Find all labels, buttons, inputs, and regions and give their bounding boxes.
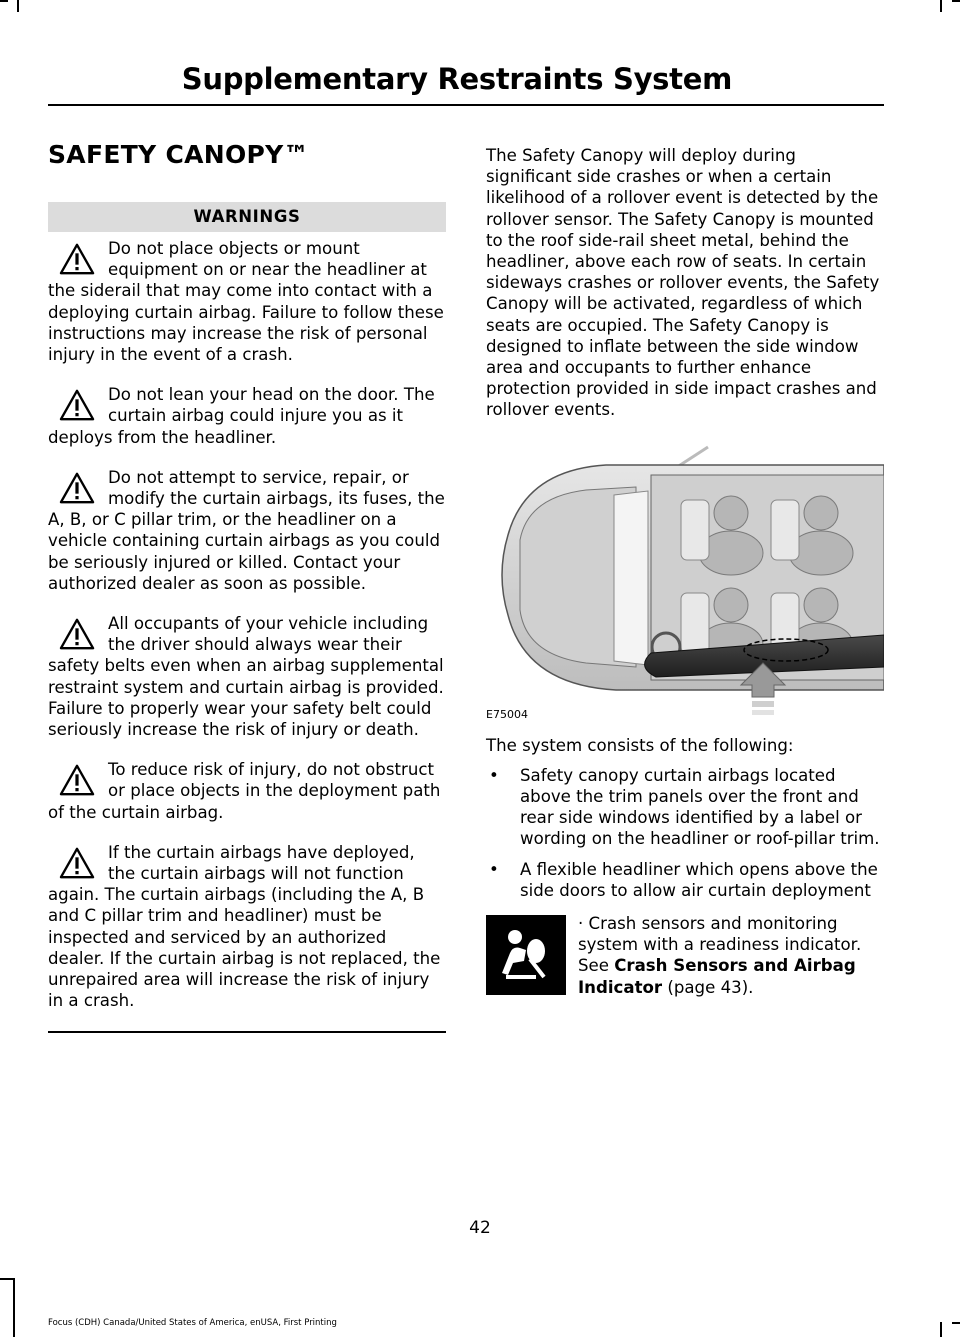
warning-text: All occupants of your vehicle including the driver should always wear their safety belts even when an airbag supplemental restraint system and curtain airbag is provided. Failure to properly wear your safety belt could seriously increase the risk of injury or death.	[48, 614, 444, 740]
warning-item	[48, 613, 446, 740]
warning-triangle-icon	[58, 242, 96, 276]
section-title: SAFETY CANOPY™	[48, 140, 309, 169]
crash-sensor-note	[486, 913, 884, 998]
airbag-indicator-icon	[486, 915, 566, 995]
header-rule	[48, 104, 884, 106]
crash-sensors-link[interactable]: Crash Sensors and Airbag Indicator	[578, 956, 856, 997]
list-item-text: A flexible headliner which opens above the side doors to allow air curtain deployment	[520, 859, 878, 900]
warning-triangle-icon	[58, 388, 96, 422]
footer-text: Focus (CDH) Canada/United States of America, enUSA, First Printing	[48, 1318, 337, 1328]
warning-triangle-icon	[58, 471, 96, 505]
sensor-text: · Crash sensors and monitoring system with a readiness indicator. See	[578, 914, 862, 976]
vehicle-illustration	[486, 435, 884, 725]
system-components-list	[486, 765, 884, 901]
bullet-mark: •	[489, 859, 499, 879]
canopy-description: The Safety Canopy will deploy during significant side crashes or when a certain likelihood of a rollover event is detected by the rollover sensor. The Safety Canopy is mounted to the roof side-rail sheet metal, behind the headliner, above each row of seats. In certain sideways crashes or rollover events, the Safety Canopy will be activated, regardless of which seats are occupied. The Safety Canopy is designed to inflate between the side window area and occupants to further enhance protection provided in side impact crashes and rollover events.	[486, 146, 880, 420]
crop-mark	[17, 0, 19, 12]
warning-triangle-icon	[58, 846, 96, 880]
crop-mark	[940, 0, 942, 12]
list-item	[486, 765, 884, 850]
crop-mark	[952, 1322, 960, 1324]
warning-item	[48, 384, 446, 448]
bullet-mark: •	[489, 765, 499, 785]
figure-id-label: E75004	[486, 707, 528, 721]
left-column	[48, 140, 446, 1033]
warning-item	[48, 467, 446, 594]
sensor-page-ref: (page 43).	[662, 977, 754, 997]
warning-text: To reduce risk of injury, do not obstruct or place objects in the deployment path of the curtain airbag.	[48, 760, 441, 822]
warning-item	[48, 842, 446, 1012]
page-header-title: Supplementary Restraints System	[181, 62, 732, 96]
list-item	[486, 859, 884, 901]
list-item-text: Safety canopy curtain airbags located above the trim panels over the front and rear side windows identified by a label or wording on the headliner or roof-pillar trim.	[520, 765, 880, 849]
warnings-header: WARNINGS	[48, 202, 446, 232]
warning-text: Do not attempt to service, repair, or modify the curtain airbags, its fuses, the A, B, or C pillar trim, or the headliner on a vehicle containing curtain airbags as you could be seriously injured or killed. Contact your authorized dealer as soon as possible.	[48, 467, 445, 593]
crop-mark	[0, 0, 8, 2]
crop-mark	[0, 1278, 14, 1280]
crop-mark	[952, 0, 960, 2]
warning-item	[48, 759, 446, 823]
warning-triangle-icon	[58, 763, 96, 797]
page-number: 42	[469, 1218, 491, 1238]
system-intro: The system consists of the following:	[486, 735, 794, 755]
warning-text: Do not lean your head on the door. The curtain airbag could injure you as it deploys from the headliner.	[48, 385, 435, 447]
crop-mark	[13, 1278, 15, 1337]
car-cutaway-illustration	[486, 435, 884, 725]
warning-triangle-icon	[58, 617, 96, 651]
right-column	[486, 145, 884, 999]
warning-text: Do not place objects or mount equipment on or near the headliner at the siderail that may come into contact with a deploying curtain airbag. Failure to follow these instructions may increase the risk of personal injury in the event of a crash.	[48, 239, 444, 365]
crop-mark	[940, 1322, 942, 1337]
warning-item	[48, 238, 446, 365]
warnings-end-rule	[48, 1031, 446, 1033]
warning-text: If the curtain airbags have deployed, the curtain airbags will not function again. The curtain airbags (including the A, B and C pillar trim and headliner) must be inspected and serviced by an authorized dealer. If the curtain airbag is not replaced, the unrepaired area will increase the risk of injury in a crash.	[48, 842, 441, 1011]
